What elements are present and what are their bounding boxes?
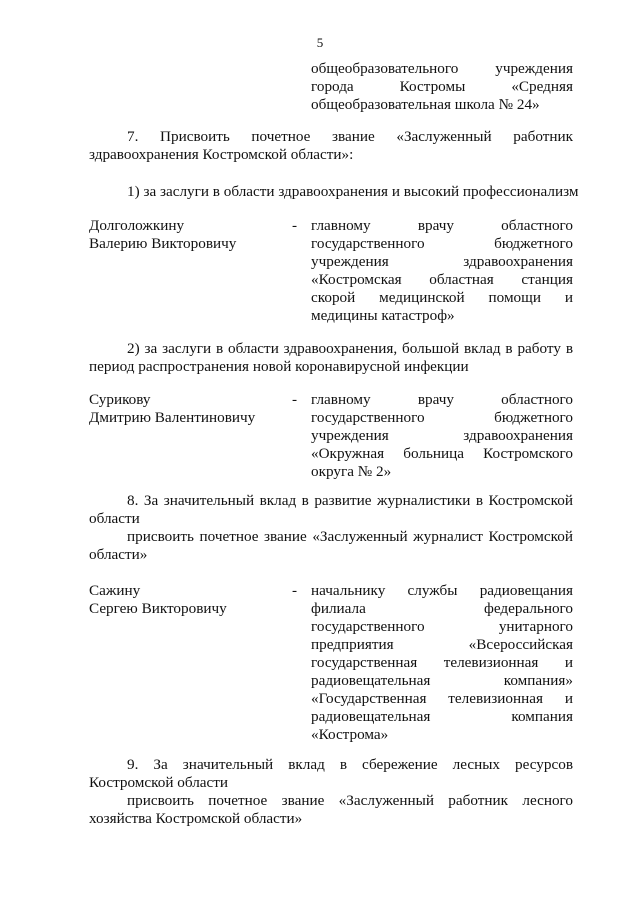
text-line: учреждения здравоохранения: [311, 253, 573, 270]
text-line: государственного унитарного: [311, 618, 573, 635]
text-line: общеобразовательная школа № 24»: [311, 96, 540, 113]
awardee-position-1: [311, 217, 573, 325]
text-line: округа № 2»: [311, 463, 392, 480]
text-line: области»: [89, 546, 148, 563]
text-line: «Костромская областная станция: [311, 271, 573, 288]
text-line: главному врачу областного: [311, 391, 573, 408]
text-line: скорой медицинской помощи и: [311, 289, 573, 306]
item-9-paragraph: [89, 756, 573, 828]
text-line: области: [89, 510, 140, 527]
text-line: Валерию Викторовичу: [89, 235, 237, 252]
text-line: «Государственная телевизионная и: [311, 690, 573, 707]
text-line: общеобразовательного учреждения: [311, 60, 573, 77]
text-line: государственного бюджетного: [311, 409, 573, 426]
text-line: 9. За значительный вклад в сбережение лесных ресурсов: [127, 756, 573, 773]
text-line: главному врачу областного: [311, 217, 573, 234]
text-line: филиала федерального: [311, 600, 573, 617]
text-line: радиовещательная компания: [311, 708, 573, 725]
awardee-name-2: [89, 391, 289, 427]
dash-separator: -: [292, 582, 298, 599]
text-line: хозяйства Костромской области»: [89, 810, 303, 827]
text-line: 7. Присвоить почетное звание «Заслуженный работник: [127, 128, 573, 145]
text-line: Костромской области: [89, 774, 229, 791]
text-line: радиовещательная компания»: [311, 672, 573, 689]
page-number: 5: [316, 35, 324, 50]
text-line: города Костромы «Средняя: [311, 78, 573, 95]
dash-separator: -: [292, 391, 298, 408]
text-line: медицины катастроф»: [311, 307, 455, 324]
text-line: «Окружная больница Костромского: [311, 445, 573, 462]
item-7-sub-2: [89, 340, 573, 376]
text-line: начальнику службы радиовещания: [311, 582, 573, 599]
item-7-sub-1: [89, 183, 579, 201]
text-line: Сергею Викторовичу: [89, 600, 227, 617]
awardee-position-3: [311, 582, 573, 744]
text-line: период распространения новой коронавирусной инфекции: [89, 358, 469, 375]
text-line: присвоить почетное звание «Заслуженный журналист Костромской: [127, 528, 573, 545]
text-line: Сурикову: [89, 391, 151, 408]
item-8-paragraph: [89, 492, 573, 564]
text-line: Дмитрию Валентиновичу: [89, 409, 256, 426]
text-line: «Кострома»: [311, 726, 389, 743]
top-continuation-block: [311, 60, 573, 114]
text-line: 1) за заслуги в области здравоохранения и высокий профессионализм: [127, 183, 579, 200]
dash-separator: -: [292, 217, 298, 234]
text-line: учреждения здравоохранения: [311, 427, 573, 444]
item-7-paragraph: [89, 128, 573, 164]
text-line: здравоохранения Костромской области»:: [89, 146, 354, 163]
awardee-position-2: [311, 391, 573, 481]
text-line: 8. За значительный вклад в развитие журналистики в Костромской: [127, 492, 573, 509]
text-line: государственного бюджетного: [311, 235, 573, 252]
awardee-name-3: [89, 582, 289, 618]
text-line: государственная телевизионная и: [311, 654, 573, 671]
awardee-name-1: [89, 217, 289, 253]
text-line: 2) за заслуги в области здравоохранения, большой вклад в работу в: [127, 340, 573, 357]
text-line: присвоить почетное звание «Заслуженный работник лесного: [127, 792, 573, 809]
text-line: Сажину: [89, 582, 141, 599]
text-line: предприятия «Всероссийская: [311, 636, 573, 653]
text-line: Долголожкину: [89, 217, 185, 234]
